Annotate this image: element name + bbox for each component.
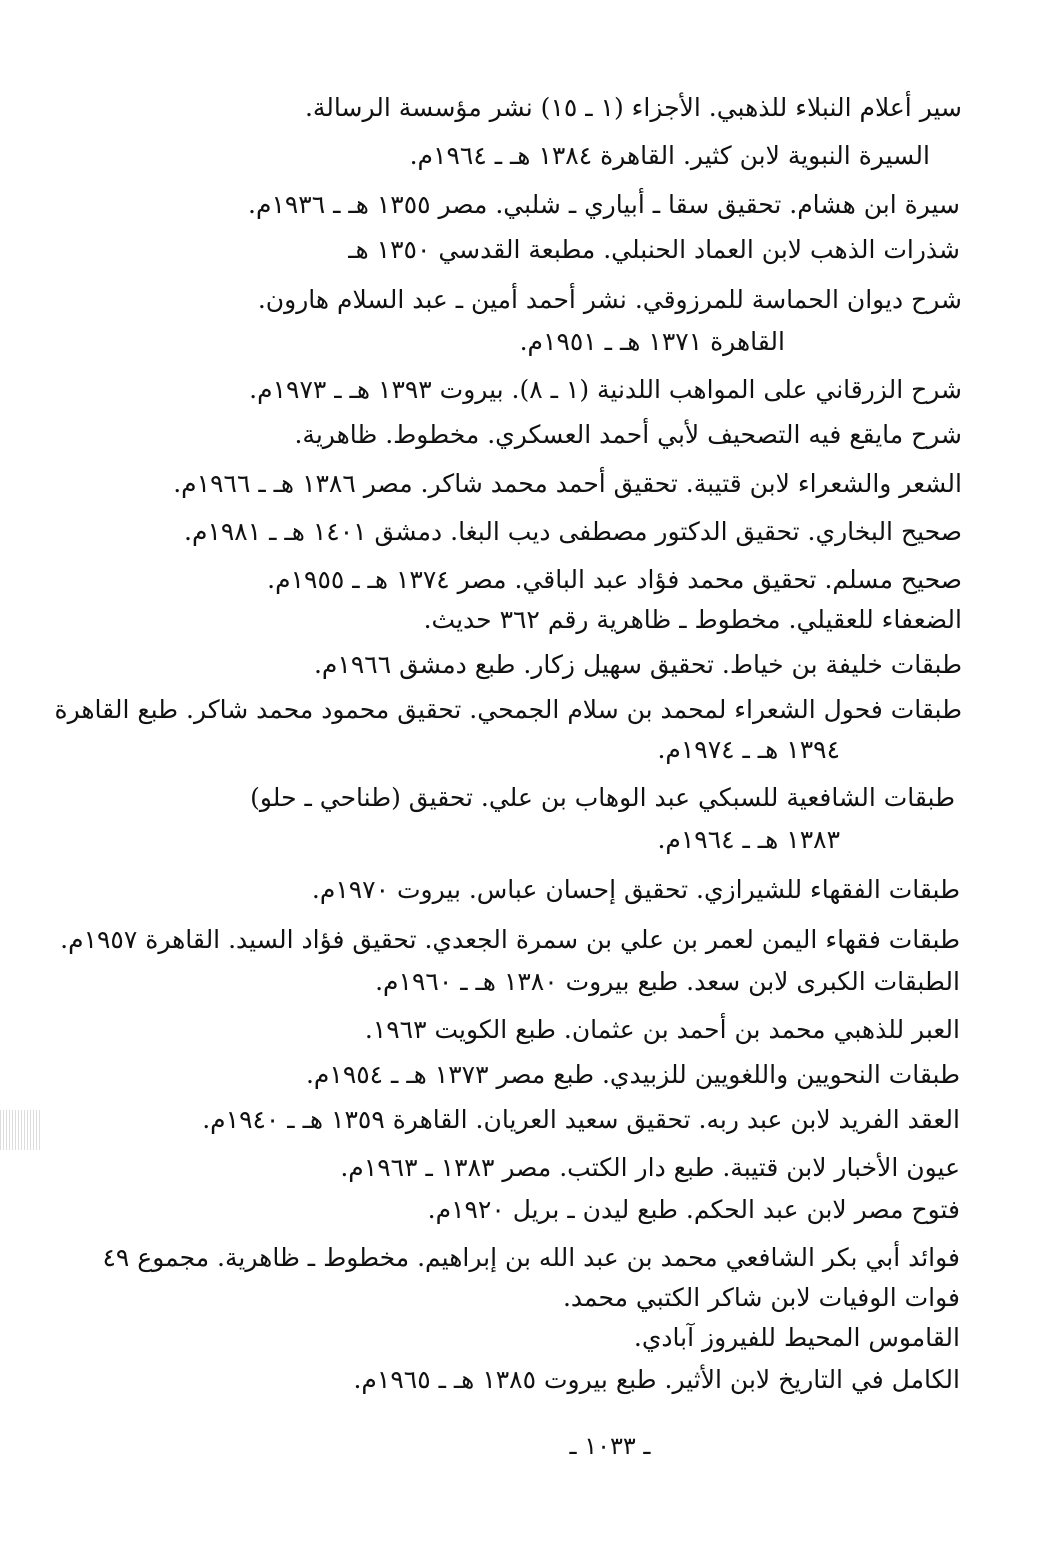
bibliography-entry: سيرة ابن هشام. تحقيق سقا ـ أبياري ـ شلبي. مصر ١٣٥٥ هـ ـ ١٩٣٦م. — [248, 190, 960, 219]
bibliography-entry: طبقات فقهاء اليمن لعمر بن علي بن سمرة الجعدي. تحقيق فؤاد السيد. القاهرة ١٩٥٧م. — [60, 925, 960, 954]
bibliography-entry: فتوح مصر لابن عبد الحكم. طبع ليدن ـ بريل ١٩٢٠م. — [427, 1195, 960, 1224]
bibliography-entry-continuation: ١٣٩٤ هـ ـ ١٩٧٤م. — [657, 735, 840, 764]
bibliography-entry-continuation: القاهرة ١٣٧١ هـ ـ ١٩٥١م. — [519, 327, 785, 356]
bibliography-entry: الكامل في التاريخ لابن الأثير. طبع بيروت ١٣٨٥ هـ ـ ١٩٦٥م. — [353, 1365, 960, 1394]
bibliography-entry: العقد الفريد لابن عبد ربه. تحقيق سعيد العريان. القاهرة ١٣٥٩ هـ ـ ١٩٤٠م. — [202, 1105, 960, 1134]
bibliography-entry: شرح الزرقاني على المواهب اللدنية (١ ـ ٨). بيروت ١٣٩٣ هـ ـ ١٩٧٣م. — [249, 375, 962, 404]
bibliography-entry: الضعفاء للعقيلي. مخطوط ـ ظاهرية رقم ٣٦٢ حديث. — [423, 605, 962, 634]
bibliography-entry: فوات الوفيات لابن شاكر الكتبي محمد. — [562, 1283, 960, 1312]
bibliography-entry: صحيح مسلم. تحقيق محمد فؤاد عبد الباقي. مصر ١٣٧٤ هـ ـ ١٩٥٥م. — [267, 565, 962, 594]
bibliography-entry: طبقات فحول الشعراء لمحمد بن سلام الجمحي. تحقيق محمود محمد شاكر. طبع القاهرة — [54, 695, 962, 724]
bibliography-entry: فوائد أبي بكر الشافعي محمد بن عبد الله بن إبراهيم. مخطوط ـ ظاهرية. مجموع ٤٩ — [102, 1243, 960, 1272]
bibliography-entry: شرح ديوان الحماسة للمرزوقي. نشر أحمد أمين ـ عبد السلام هارون. — [257, 285, 962, 314]
bibliography-entry: القاموس المحيط للفيروز آبادي. — [633, 1323, 960, 1352]
bibliography-entry: شرح مايقع فيه التصحيف لأبي أحمد العسكري. مخطوط. ظاهرية. — [294, 420, 962, 449]
bibliography-entry: العبر للذهبي محمد بن أحمد بن عثمان. طبع الكويت ١٩٦٣. — [364, 1015, 960, 1044]
scan-artifact — [0, 1110, 40, 1150]
bibliography-entry: الشعر والشعراء لابن قتيبة. تحقيق أحمد محمد شاكر. مصر ١٣٨٦ هـ ـ ١٩٦٦م. — [173, 469, 962, 498]
bibliography-entry: طبقات الشافعية للسبكي عبد الوهاب بن علي. تحقيق (طناحي ـ حلو) — [250, 783, 955, 812]
bibliography-entry-continuation: ١٣٨٣ هـ ـ ١٩٦٤م. — [657, 825, 840, 854]
bibliography-entry: شذرات الذهب لابن العماد الحنبلي. مطبعة القدسي ١٣٥٠ هـ — [348, 235, 960, 264]
bibliography-entry: السيرة النبوية لابن كثير. القاهرة ١٣٨٤ هـ ـ ١٩٦٤م. — [409, 141, 930, 170]
bibliography-entry: صحيح البخاري. تحقيق الدكتور مصطفى ديب البغا. دمشق ١٤٠١ هـ ـ ١٩٨١م. — [184, 517, 962, 546]
bibliography-entry: سير أعلام النبلاء للذهبي. الأجزاء (١ ـ ١٥) نشر مؤسسة الرسالة. — [304, 93, 962, 122]
bibliography-entry: الطبقات الكبرى لابن سعد. طبع بيروت ١٣٨٠ هـ ـ ١٩٦٠م. — [375, 967, 960, 996]
bibliography-entry: طبقات الفقهاء للشيرازي. تحقيق إحسان عباس. بيروت ١٩٧٠م. — [311, 875, 960, 904]
bibliography-entry: طبقات خليفة بن خياط. تحقيق سهيل زكار. طبع دمشق ١٩٦٦م. — [313, 650, 962, 679]
page-number: ـ ١٠٣٣ ـ — [569, 1432, 651, 1460]
bibliography-entry: طبقات النحويين واللغويين للزبيدي. طبع مصر ١٣٧٣ هـ ـ ١٩٥٤م. — [305, 1060, 960, 1089]
bibliography-entry: عيون الأخبار لابن قتيبة. طبع دار الكتب. مصر ١٣٨٣ ـ ١٩٦٣م. — [340, 1153, 960, 1182]
